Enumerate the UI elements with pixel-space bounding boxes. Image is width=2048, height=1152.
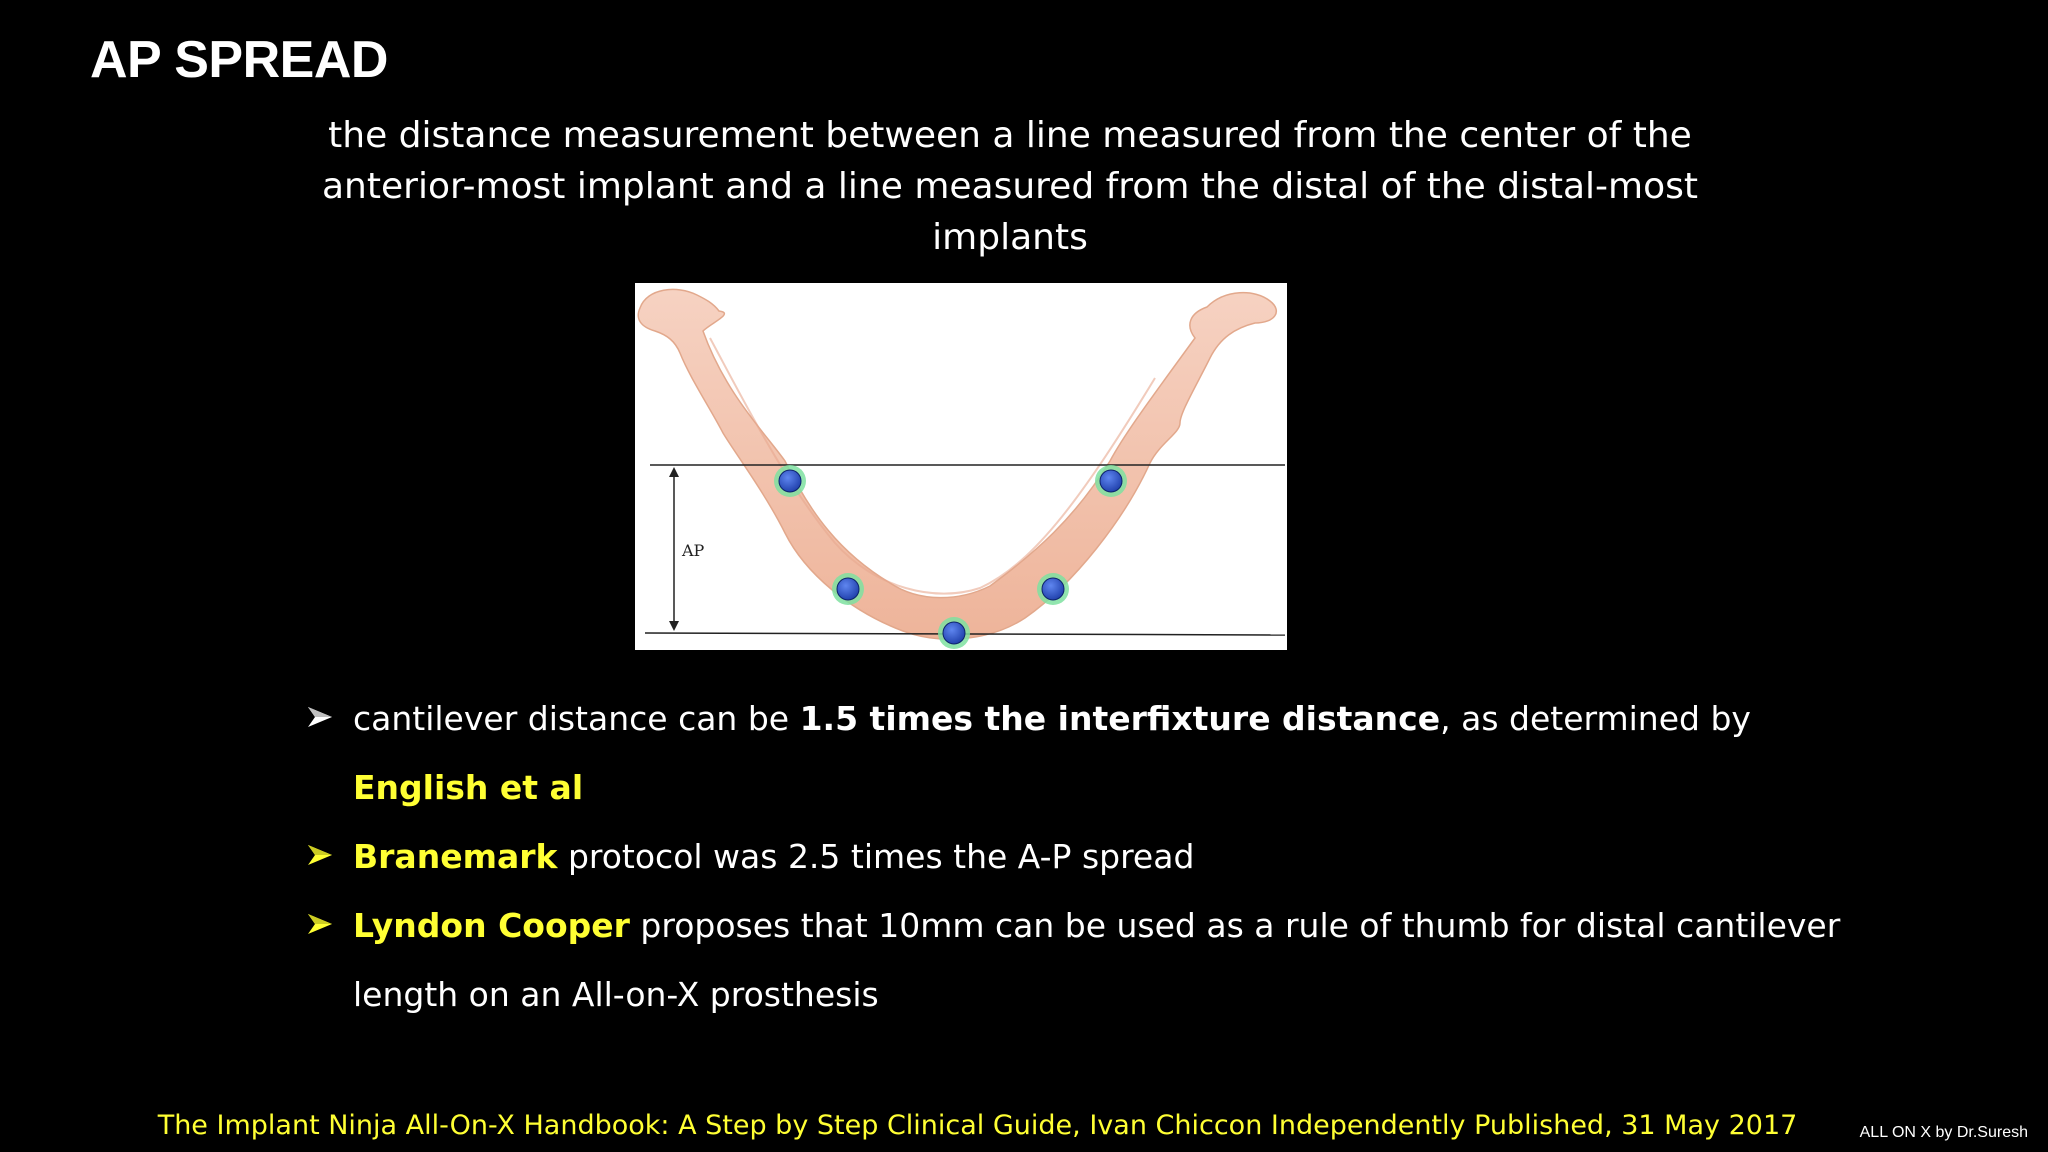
mandible-diagram [635,283,1287,650]
author-highlight: Branemark [353,837,558,876]
implant-left-mid [832,573,864,605]
bullet-list [305,684,1865,1029]
ap-arrow-head-bottom [669,621,679,631]
bullet-item [305,822,1865,891]
author-highlight: English et al [353,768,584,807]
implant-right-mid [1037,573,1069,605]
bullet-text: Branemark protocol was 2.5 times the A-P spread [353,837,1195,876]
definition-text: the distance measurement between a line measured from the center of the anterior-most implant and a line measured from the distal of the distal-most implants [322,115,1698,258]
ap-label: AP [682,541,705,560]
ap-arrow-head-top [669,467,679,477]
footer-credit: ALL ON X by Dr.Suresh [1859,1124,2028,1141]
arrow-bullet-icon [305,822,335,891]
implant-right-distal [1095,465,1127,497]
slide-title: AP SPREAD [90,31,388,89]
arrow-bullet-icon [305,684,335,753]
bullet-text: cantilever distance can be 1.5 times the interfixture distance, as determined by English et al [353,699,1751,807]
citation: The Implant Ninja All-On-X Handbook: A Step by Step Clinical Guide, Ivan Chiccon Independently Published, 31 May 2017 [157,1110,1798,1141]
bullet-item [305,684,1865,822]
bullet-item [305,891,1865,1029]
arrow-bullet-icon [305,891,335,960]
bullet-text: Lyndon Cooper proposes that 10mm can be used as a rule of thumb for distal cantilever length on an All-on-X prosthesis [353,906,1841,1014]
author-highlight: Lyndon Cooper [353,906,630,945]
implant-anterior [938,617,970,649]
mandible-ap-spread-figure [635,283,1287,650]
implant-left-distal [774,465,806,497]
